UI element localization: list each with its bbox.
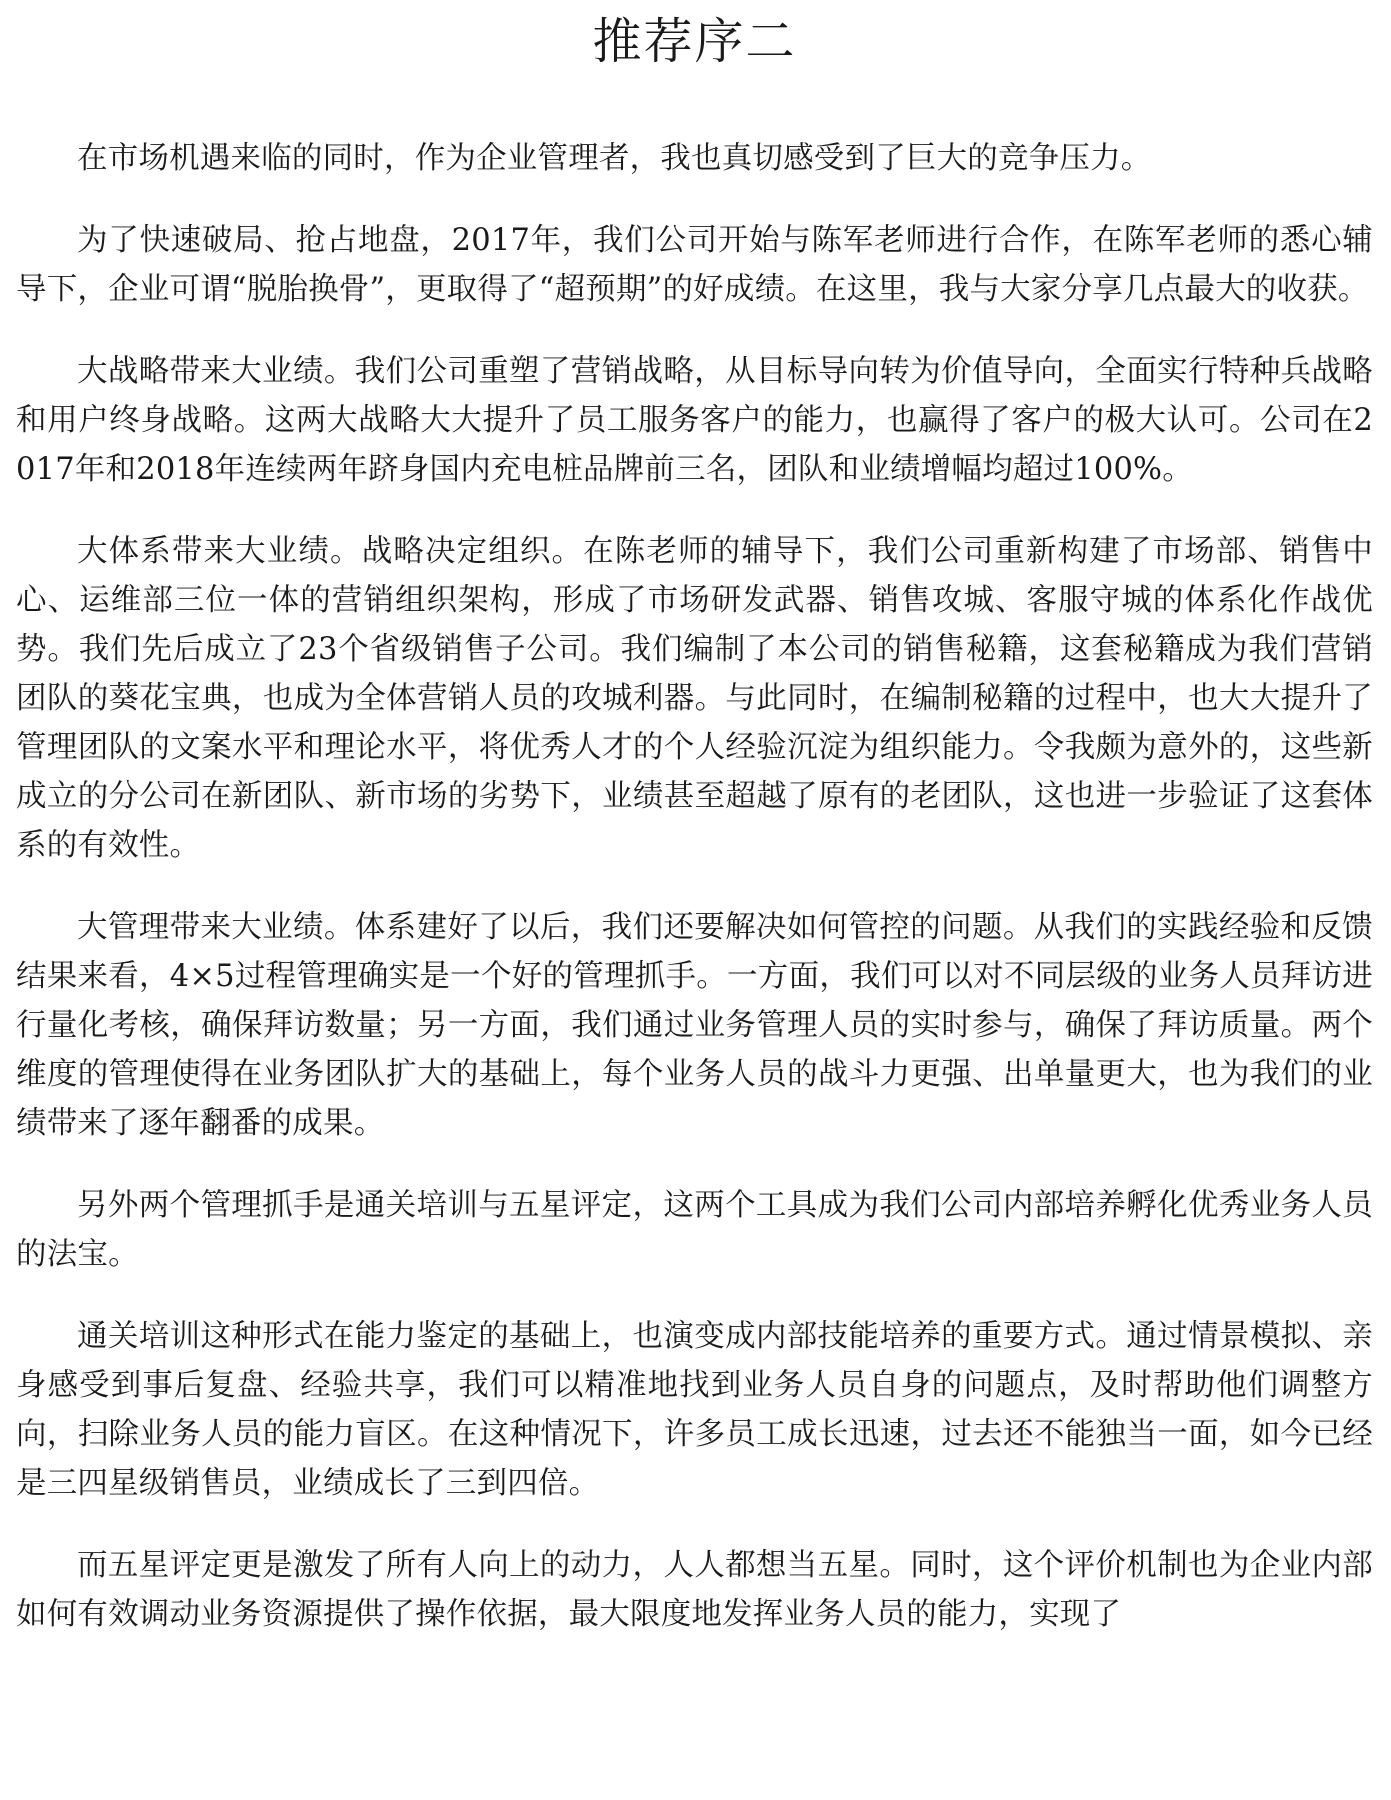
paragraph-2: 为了快速破局、抢占地盘，2017年，我们公司开始与陈军老师进行合作，在陈军老师的悉心辅导下，企业可谓“脱胎换骨”，更取得了“超预期”的好成绩。在这里，我与大家分享几点最大的收获。 [16, 223, 1373, 307]
paragraph-6: 另外两个管理抓手是通关培训与五星评定，这两个工具成为我们公司内部培养孵化优秀业务人员的法宝。 [16, 1188, 1373, 1272]
paragraph-7: 通关培训这种形式在能力鉴定的基础上，也演变成内部技能培养的重要方式。通过情景模拟、亲身感受到事后复盘、经验共享，我们可以精准地找到业务人员自身的问题点，及时帮助他们调整方向，扫除业务人员的能力盲区。在这种情况下，许多员工成长迅速，过去还不能独当一面，如今已经是三四星级销售员，业绩成长了三到四倍。 [16, 1319, 1373, 1501]
document-body [16, 134, 1373, 1639]
paragraph-5: 大管理带来大业绩。体系建好了以后，我们还要解决如何管控的问题。从我们的实践经验和反馈结果来看，4×5过程管理确实是一个好的管理抓手。一方面，我们可以对不同层级的业务人员拜访进行量化考核，确保拜访数量；另一方面，我们通过业务管理人员的实时参与，确保了拜访质量。两个维度的管理使得在业务团队扩大的基础上，每个业务人员的战斗力更强、出单量更大，也为我们的业绩带来了逐年翻番的成果。 [16, 910, 1373, 1141]
paragraph-4: 大体系带来大业绩。战略决定组织。在陈老师的辅导下，我们公司重新构建了市场部、销售中心、运维部三位一体的营销组织架构，形成了市场研发武器、销售攻城、客服守城的体系化作战优势。我们先后成立了23个省级销售子公司。我们编制了本公司的销售秘籍，这套秘籍成为我们营销团队的葵花宝典，也成为全体营销人员的攻城利器。与此同时，在编制秘籍的过程中，也大大提升了管理团队的文案水平和理论水平，将优秀人才的个人经验沉淀为组织能力。令我颇为意外的，这些新成立的分公司在新团队、新市场的劣势下，业绩甚至超越了原有的老团队，这也进一步验证了这套体系的有效性。 [16, 534, 1373, 863]
paragraph-8: 而五星评定更是激发了所有人向上的动力，人人都想当五星。同时，这个评价机制也为企业内部如何有效调动业务资源提供了操作依据，最大限度地发挥业务人员的能力，实现了 [16, 1548, 1373, 1632]
paragraph-1: 在市场机遇来临的同时，作为企业管理者，我也真切感受到了巨大的竞争压力。 [77, 141, 1152, 176]
page-title: 推荐序二 [592, 13, 797, 70]
paragraph-3: 大战略带来大业绩。我们公司重塑了营销战略，从目标导向转为价值导向，全面实行特种兵战略和用户终身战略。这两大战略大大提升了员工服务客户的能力，也赢得了客户的极大认可。公司在2017年和2018年连续两年跻身国内充电桩品牌前三名，团队和业绩增幅均超过100%。 [16, 354, 1373, 487]
